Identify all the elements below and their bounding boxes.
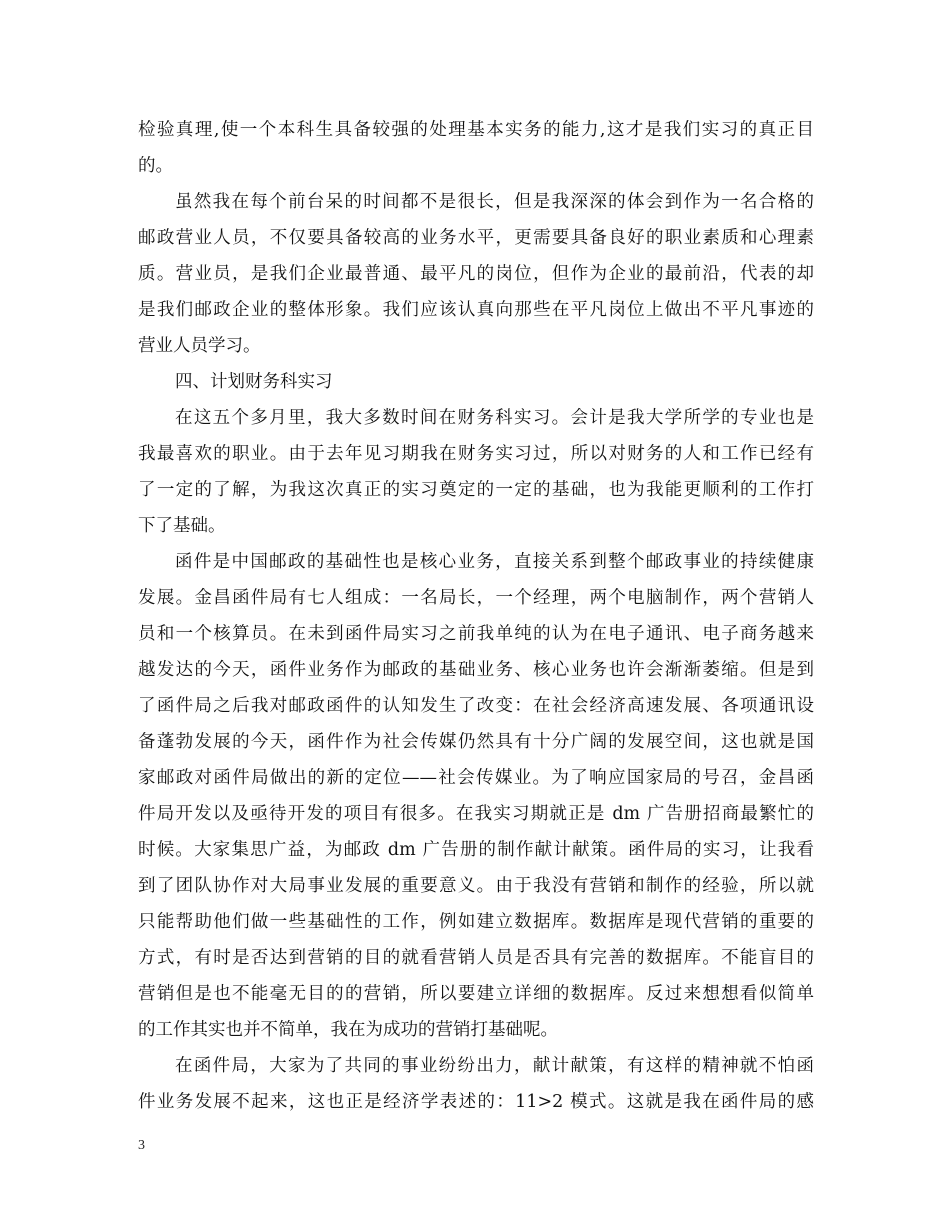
text-line: 的。 <box>138 156 173 176</box>
text-line: 下了基础。 <box>138 516 226 536</box>
page-number: 3 <box>138 1138 145 1153</box>
text-line: 我最喜欢的职业。由于去年见习期我在财务实习过，所以对财务的人和工作已经有 <box>138 444 814 464</box>
text-line: 在这五个多月里，我大多数时间在财务科实习。会计是我大学所学的专业也是 <box>175 408 814 428</box>
text-line: 时候。大家集思广益，为邮政 dm 广告册的制作献计献策。函件局的实习，让我看 <box>138 840 814 860</box>
text-line: 越发达的今天，函件业务作为邮政的基础业务、核心业务也许会渐渐萎缩。但是到 <box>138 660 814 680</box>
text-line: 营销但是也不能毫无目的的营销，所以要建立详细的数据库。反过来想想看似简单 <box>138 984 814 1004</box>
text-line: 检验真理,使一个本科生具备较强的处理基本实务的能力,这才是我们实习的真正目 <box>138 120 814 140</box>
text-line: 只能帮助他们做一些基础性的工作，例如建立数据库。数据库是现代营销的重要的 <box>138 912 814 932</box>
text-line: 邮政营业人员，不仅要具备较高的业务水平，更需要具备良好的职业素质和心理素 <box>138 228 814 248</box>
text-line: 方式，有时是否达到营销的目的就看营销人员是否具有完善的数据库。不能盲目的 <box>138 948 814 968</box>
text-line: 员和一个核算员。在未到函件局实习之前我单纯的认为在电子通讯、电子商务越来 <box>138 624 814 644</box>
text-line: 了一定的了解，为我这次真正的实习奠定的一定的基础，也为我能更顺利的工作打 <box>138 480 814 500</box>
text-line: 发展。金昌函件局有七人组成：一名局长，一个经理，两个电脑制作，两个营销人 <box>138 588 814 608</box>
text-line: 的工作其实也并不简单，我在为成功的营销打基础呢。 <box>138 1020 558 1040</box>
text-line: 四、计划财务科实习 <box>175 372 333 392</box>
text-line: 件局开发以及亟待开发的项目有很多。在我实习期就正是 dm 广告册招商最繁忙的 <box>138 804 814 824</box>
text-line: 备蓬勃发展的今天，函件作为社会传媒仍然具有十分广阔的发展空间，这也就是国 <box>138 732 814 752</box>
text-line: 了函件局之后我对邮政函件的认知发生了改变：在社会经济高速发展、各项通讯设 <box>138 696 814 716</box>
text-line: 到了团队协作对大局事业发展的重要意义。由于我没有营销和制作的经验，所以就 <box>138 876 814 896</box>
body-text <box>138 112 814 1120</box>
text-line: 在函件局，大家为了共同的事业纷纷出力，献计献策，有这样的精神就不怕函 <box>175 1056 814 1076</box>
text-line: 虽然我在每个前台呆的时间都不是很长，但是我深深的体会到作为一名合格的 <box>175 192 814 212</box>
text-line: 函件是中国邮政的基础性也是核心业务，直接关系到整个邮政事业的持续健康 <box>175 552 814 572</box>
text-line: 质。营业员，是我们企业最普通、最平凡的岗位，但作为企业的最前沿，代表的却 <box>138 264 814 284</box>
text-line: 是我们邮政企业的整体形象。我们应该认真向那些在平凡岗位上做出不平凡事迹的 <box>138 300 814 320</box>
text-line: 件业务发展不起来，这也正是经济学表述的：11>2 模式。这就是我在函件局的感 <box>138 1092 814 1112</box>
text-line: 家邮政对函件局做出的新的定位——社会传媒业。为了响应国家局的号召，金昌函 <box>138 768 814 788</box>
text-line: 营业人员学习。 <box>138 336 261 356</box>
